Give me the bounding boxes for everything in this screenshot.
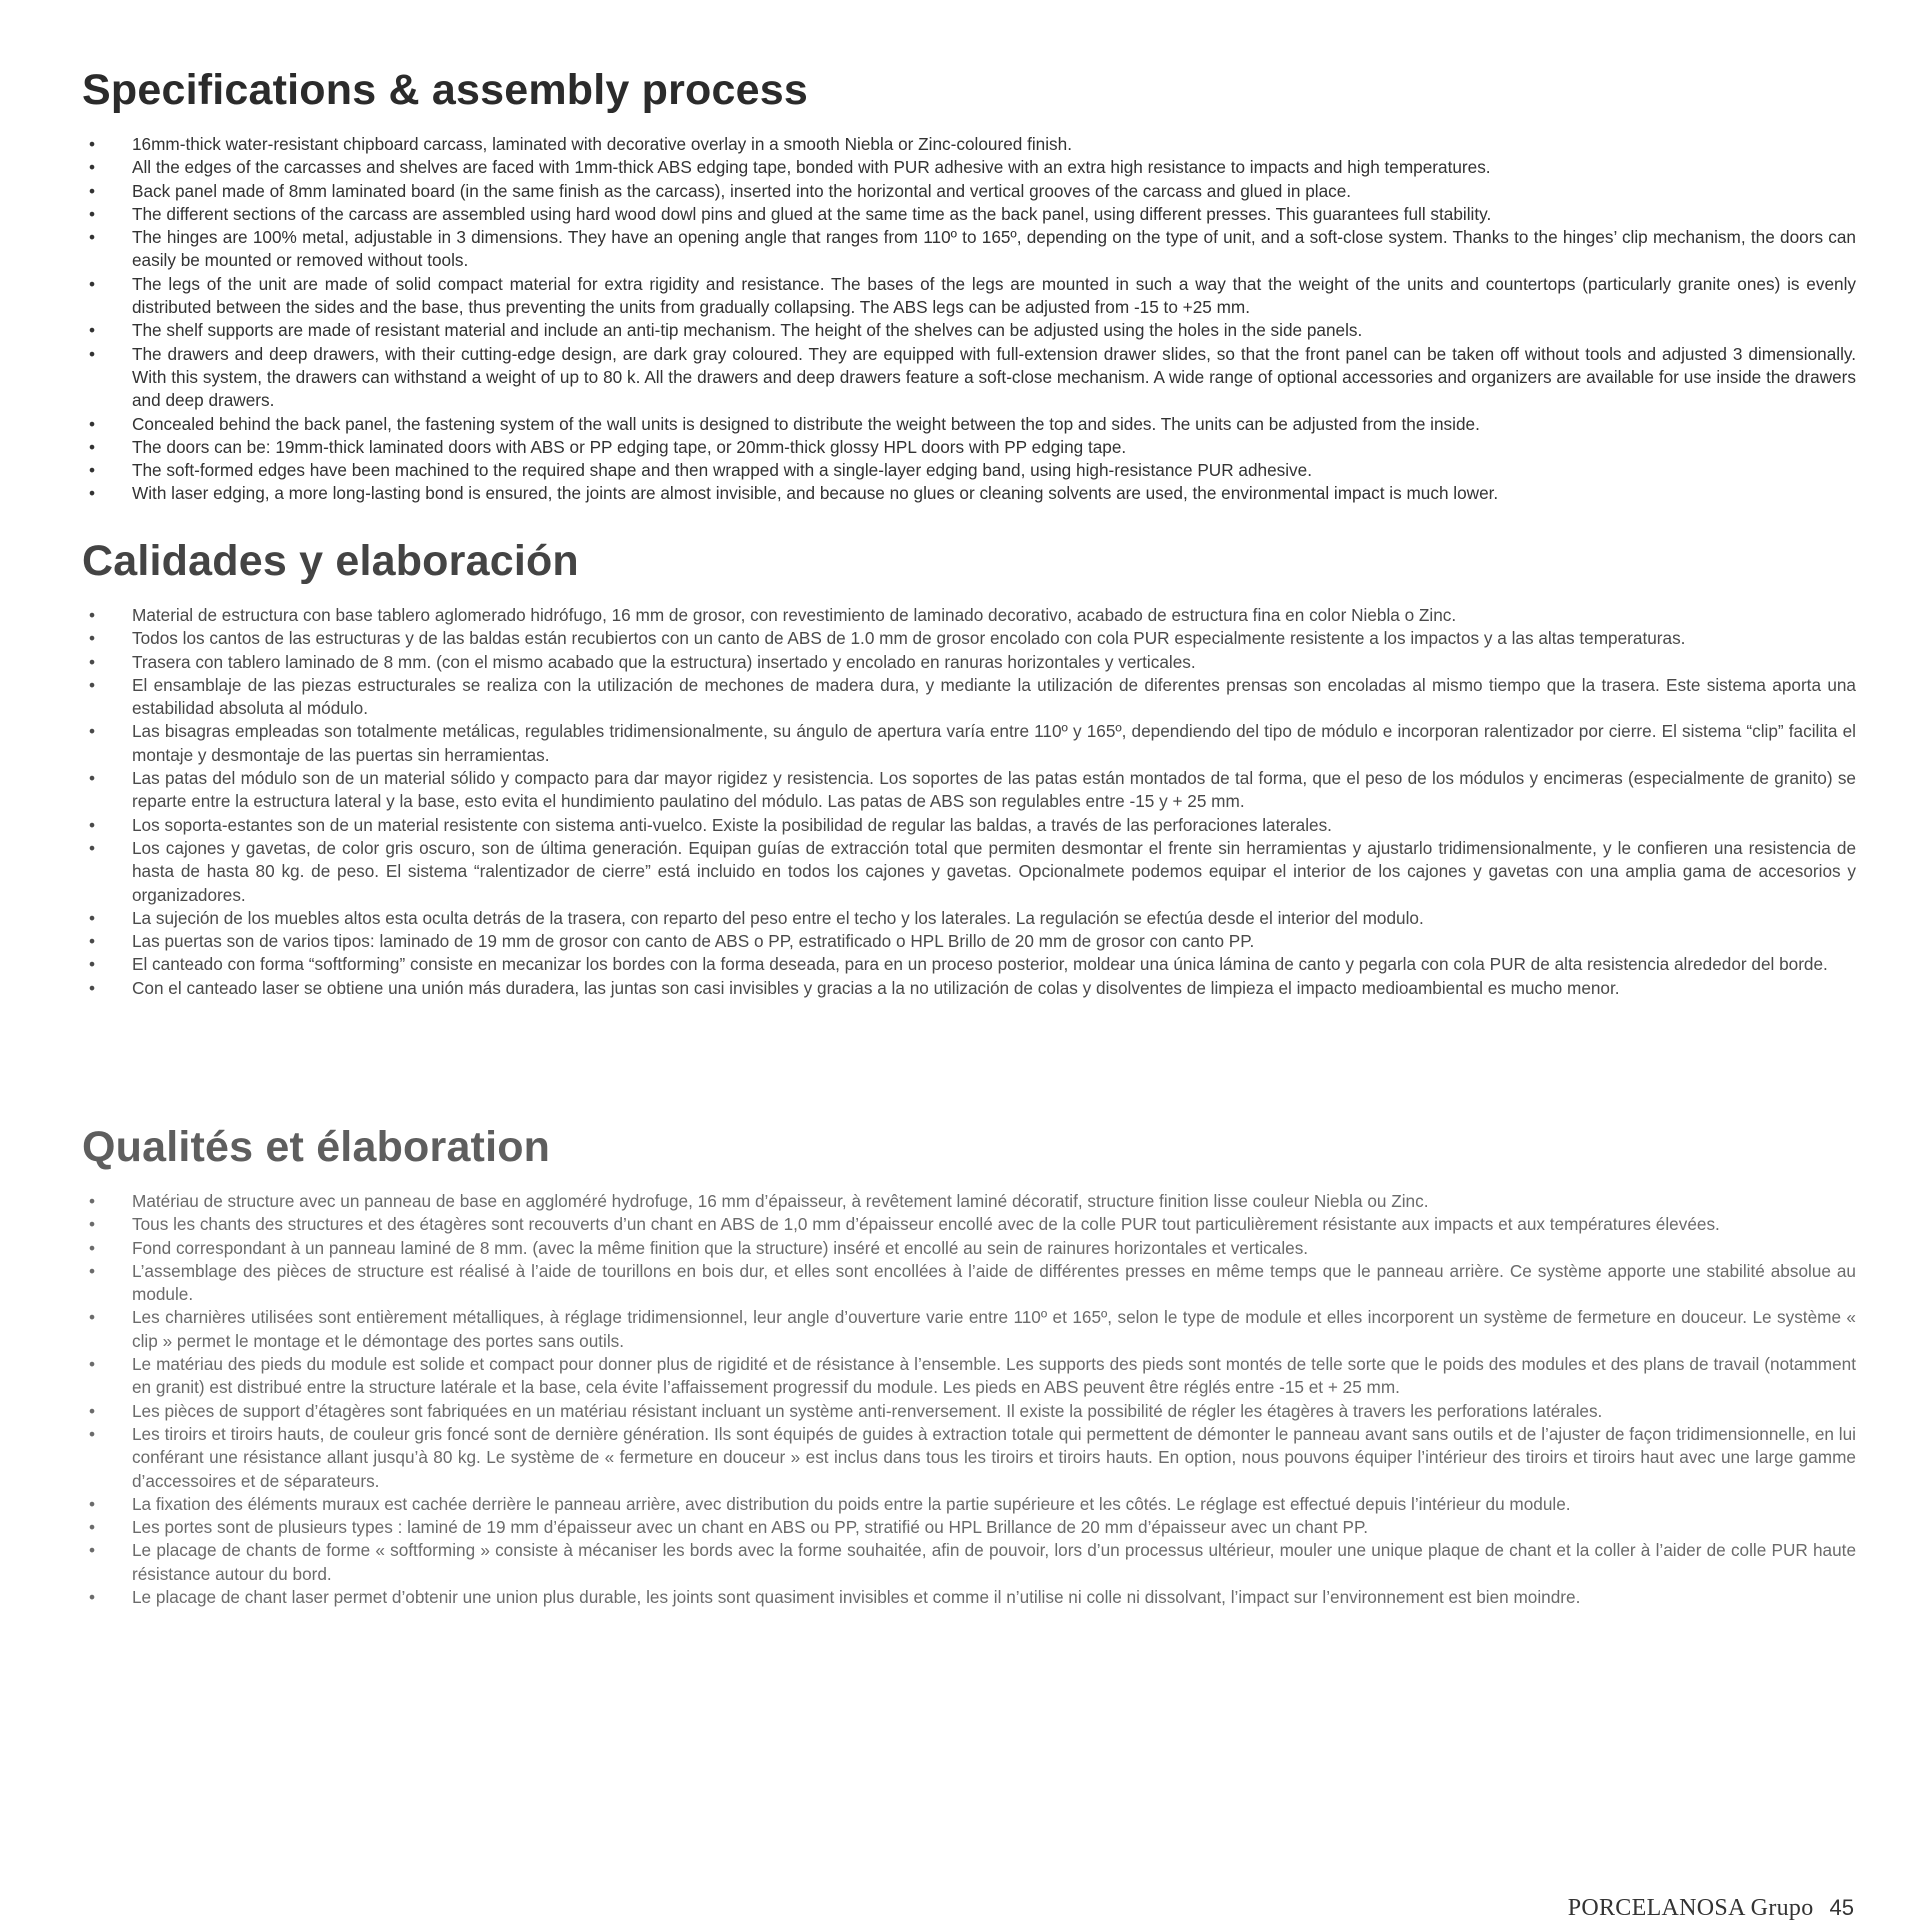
list-item-text: Las bisagras empleadas son totalmente metálicas, regulables tridimensionalmente, su ángulo de apertura varía entre 110º y 165º, dependiendo del tipo de módulo e incorporan ralentizador por cierre. El sistema “clip” facilita el montaje y desmontaje de las puertas sin herramientas. [132,721,1856,765]
list-item-text: Le matériau des pieds du module est solide et compact pour donner plus de rigidité et de résistance à l’ensemble. Les supports des pieds sont montés de telle sorte que le poids des modules et des plans de travail (notamment en granit) est distribué entre la structure latérale et la base, cela évite l’affaissement progressif du module. Les pieds en ABS peuvent être réglés entre -15 et + 25 mm. [132,1354,1856,1398]
section-title-calidades: Calidades y elaboración [82,537,579,585]
list-item-text: The hinges are 100% metal, adjustable in 3 dimensions. They have an opening angle that ranges from 110º to 165º, depending on the type of unit, and a soft-close system. Thanks to the hinges’ clip mechanism, the doors can easily be mounted or removed without tools. [132,227,1856,271]
list-item-text: 16mm-thick water-resistant chipboard carcass, laminated with decorative overlay in a smooth Niebla or Zinc-coloured finish. [132,134,1072,154]
list-item-text: All the edges of the carcasses and shelves are faced with 1mm-thick ABS edging tape, bonded with PUR adhesive with an extra high resistance to impacts and high temperatures. [132,157,1491,178]
bullet-icon: • [88,1354,96,1375]
list-item-text: Las puertas son de varios tipos: laminado de 19 mm de grosor con canto de ABS o PP, estratificado o HPL Brillo de 20 mm de grosor con canto PP. [132,931,1255,952]
list-item [82,1400,1856,1423]
bullet-icon: • [88,1493,96,1514]
bullet-icon: • [88,1191,96,1211]
list-item-text: Concealed behind the back panel, the fastening system of the wall units is designed to distribute the weight between the top and sides. The units can be adjusted from the inside. [132,413,1480,434]
list-item-text: El ensamblaje de las piezas estructurales se realiza con la utilización de mechones de madera dura, y mediante la utilización de diferentes prensas son encoladas al mismo tiempo que la trasera. Este sistema aporta una estabilidad absoluta al módulo. [132,674,1856,719]
bullet-icon: • [88,343,96,364]
list-item-text: The shelf supports are made of resistant material and include an anti-tip mechanism. The height of the shelves can be adjusted using the holes in the side panels. [132,320,1363,341]
list-item-text: The different sections of the carcass are assembled using hard wood dowl pins and glued at the same time as the back panel, using different presses. This guarantees full stability. [132,203,1492,224]
list-item [82,1213,1856,1236]
list-item [82,1190,1856,1213]
bullet-icon: • [88,436,96,457]
list-item-text: Todos los cantos de las estructuras y de las baldas están recubiertos con un canto de ABS de 1.0 mm de grosor encolado con cola PUR especialmente resistente a los impactos y a las altas temperaturas. [132,628,1686,649]
list-item-text: The drawers and deep drawers, with their cutting-edge design, are dark gray coloured. They are equipped with full-extension drawer slides, so that the front panel can be taken off without tools and adjusted 3 dimensionally. With this system, the drawers can withstand a weight of up to 80 k. All the drawers and deep drawers feature a soft-close mechanism. A wide range of optional accessories and organizers are available for use inside the drawers and deep drawers. [132,343,1856,411]
bullet-icon: • [88,721,96,742]
bullet-icon: • [88,954,96,975]
list-item [82,604,1856,627]
list-item [82,482,1856,505]
section-calidades [82,537,1856,1000]
list-item-text: Trasera con tablero laminado de 8 mm. (con el mismo acabado que la estructura) insertado y encolado en ranuras horizontales y verticales. [132,651,1196,672]
list-item [82,651,1856,674]
bullet-icon: • [88,1587,96,1608]
list-item [82,180,1856,203]
bullet-icon: • [88,1423,96,1444]
bullet-icon: • [88,1307,96,1328]
list-item-text: Le placage de chant laser permet d’obtenir une union plus durable, les joints sont quasiment invisibles et comme il n’utilise ni colle ni dissolvant, l’impact sur l’environnement est bien moindre. [132,1587,1581,1608]
bullet-icon: • [88,674,96,695]
bullet-icon: • [88,460,96,481]
list-item [82,814,1856,837]
list-item-text: Los cajones y gavetas, de color gris oscuro, son de última generación. Equipan guías de extracción total que permiten desmontar el frente sin herramientas y ajustarlo tridimensionalmente, y le confieren una resistencia de hasta de hasta 80 kg. de peso. El sistema “ralentizador de cierre” está incluido en todos los cajones y gavetas. Opcionalmete podemos equipar el interior de los cajones y gavetas con una amplia gama de accesorios y organizadores. [132,837,1856,905]
list-item [82,273,1856,320]
bullet-list-specifications [82,133,1856,506]
list-item-text: L’assemblage des pièces de structure est réalisé à l’aide de tourillons en bois dur, et elles sont encollées à l’aide de différentes presses en même temps que le panneau arrière. Ce système apporte une stabilité absolue au module. [132,1260,1856,1305]
list-item [82,319,1856,342]
bullet-icon: • [88,1400,96,1421]
bullet-icon: • [88,134,96,154]
list-item [82,1516,1856,1539]
bullet-icon: • [88,651,96,672]
bullet-icon: • [88,180,96,201]
brand-logo-text: PORCELANOSA Grupo [1567,1895,1814,1921]
list-item-text: La fixation des éléments muraux est cachée derrière le panneau arrière, avec distribution du poids entre la partie supérieure et les côtés. Le réglage est effectué depuis l’intérieur du module. [132,1493,1571,1514]
list-item [82,1539,1856,1586]
list-item [82,720,1856,767]
list-item [82,1306,1856,1353]
list-item [82,674,1856,721]
list-item [82,436,1856,459]
list-item-text: The legs of the unit are made of solid compact material for extra rigidity and resistance. The bases of the legs are mounted in such a way that the weight of the units and countertops (particularly granite ones) is evenly distributed between the sides and the base, thus preventing the units from gradually collapsing. The ABS legs can be adjusted from -15 to +25 mm. [132,273,1856,318]
list-item [82,953,1856,976]
bullet-icon: • [88,628,96,649]
page-number: 45 [1829,1895,1854,1920]
bullet-icon: • [88,273,96,294]
list-item [82,767,1856,814]
list-item-text: Le placage de chants de forme « softforming » consiste à mécaniser les bords avec la forme souhaitée, afin de pouvoir, lors d’un processus ultérieur, mouler une unique plaque de chant et la coller à l’aider de colle PUR haute résistance autour du bord. [132,1540,1856,1584]
bullet-icon: • [88,157,96,178]
list-item-text: Les tiroirs et tiroirs hauts, de couleur gris foncé sont de dernière génération. Ils sont équipés de guides à extraction totale qui permettent de démonter le panneau avant sans outils et de l’ajuster de façon tridimensionnelle, en lui conférant une résistance allant jusqu’à 80 kg. Le système de « fermeture en douceur » est inclus dans tous les tiroirs et tiroirs hauts. En option, nous pouvons équiper l’intérieur des tiroirs et tiroirs haut avec une large gamme d’accessoires et de séparateurs. [132,1423,1856,1491]
bullet-icon: • [88,837,96,858]
bullet-list-calidades [82,604,1856,1000]
bullet-icon: • [88,1214,96,1235]
bullet-icon: • [88,1540,96,1561]
bullet-icon: • [88,1237,96,1258]
bullet-icon: • [88,320,96,341]
list-item-text: Les portes sont de plusieurs types : laminé de 19 mm d’épaisseur avec un chant en ABS ou PP, stratifié ou HPL Brillance de 20 mm d’épaisseur avec un chant PP. [132,1517,1368,1538]
list-item [82,977,1856,1000]
list-item-text: Les pièces de support d’étagères sont fabriquées en un matériau résistant incluant un système anti-renversement. Il existe la possibilité de régler les étagères à travers les perforations latérales. [132,1400,1603,1421]
bullet-icon: • [88,203,96,224]
list-item [82,1493,1856,1516]
list-item [82,133,1856,156]
list-item [82,907,1856,930]
section-qualites [82,1123,1856,1609]
list-item [82,1423,1856,1493]
list-item [82,203,1856,226]
bullet-icon: • [88,483,96,504]
list-item-text: The doors can be: 19mm-thick laminated doors with ABS or PP edging tape, or 20mm-thick glossy HPL doors with PP edging tape. [132,436,1127,457]
bullet-icon: • [88,1260,96,1281]
list-item-text: Los soporta-estantes son de un material resistente con sistema anti-vuelco. Existe la posibilidad de regular las baldas, a través de las perforaciones laterales. [132,814,1332,835]
list-item [82,156,1856,179]
section-title-qualites: Qualités et élaboration [82,1123,551,1171]
list-item-text: El canteado con forma “softforming” consiste en mecanizar los bordes con la forma deseada, para en un proceso posterior, moldear una única lámina de canto y pegarla con cola PUR de alta resistencia alrededor del borde. [132,954,1828,975]
list-item-text: Tous les chants des structures et des étagères sont recouverts d’un chant en ABS de 1,0 mm d’épaisseur encollé avec de la colle PUR tout particulièrement résistante aux impacts et aux températures élevées. [132,1214,1720,1235]
list-item-text: Matériau de structure avec un panneau de base en aggloméré hydrofuge, 16 mm d’épaisseur, à revêtement laminé décoratif, structure finition lisse couleur Niebla ou Zinc. [132,1191,1429,1211]
list-item-text: La sujeción de los muebles altos esta oculta detrás de la trasera, con reparto del peso entre el techo y los laterales. La regulación se efectúa desde el interior del modulo. [132,907,1424,928]
list-item [82,413,1856,436]
list-item-text: Fond correspondant à un panneau laminé de 8 mm. (avec la même finition que la structure) inséré et encollé au sein de rainures horizontales et verticales. [132,1237,1309,1258]
list-item [82,837,1856,907]
bullet-icon: • [88,413,96,434]
list-item [82,1237,1856,1260]
bullet-icon: • [88,227,96,248]
list-item [82,930,1856,953]
bullet-icon: • [88,931,96,952]
page-footer [1568,1895,1854,1922]
list-item [82,1353,1856,1400]
section-specifications [82,66,1856,506]
bullet-icon: • [88,814,96,835]
list-item [82,627,1856,650]
list-item-text: The soft-formed edges have been machined to the required shape and then wrapped with a single-layer edging band, using high-resistance PUR adhesive. [132,460,1312,481]
bullet-icon: • [88,768,96,789]
list-item [82,226,1856,273]
list-item-text: Las patas del módulo son de un material sólido y compacto para dar mayor rigidez y resistencia. Los soportes de las patas están montados de tal forma, que el peso de los módulos y encimeras (especialmente de granito) se reparte entre la estructura lateral y la base, esto evita el hundimiento paulatino del módulo. Las patas de ABS son regulables entre -15 y + 25 mm. [132,768,1856,812]
list-item-text: With laser edging, a more long-lasting bond is ensured, the joints are almost invisible, and because no glues or cleaning solvents are used, the environmental impact is much lower. [132,483,1499,504]
list-item-text: Back panel made of 8mm laminated board (in the same finish as the carcass), inserted into the horizontal and vertical grooves of the carcass and glued in place. [132,180,1352,201]
list-item [82,1586,1856,1609]
bullet-list-qualites [82,1190,1856,1609]
bullet-icon: • [88,1517,96,1538]
list-item [82,1260,1856,1307]
list-item [82,459,1856,482]
bullet-icon: • [88,907,96,928]
section-title-specifications: Specifications & assembly process [82,66,808,114]
bullet-icon: • [88,977,96,998]
list-item [82,343,1856,413]
bullet-icon: • [88,605,96,625]
list-item-text: Material de estructura con base tablero aglomerado hidrófugo, 16 mm de grosor, con revestimiento de laminado decorativo, acabado de estructura fina en color Niebla o Zinc. [132,605,1457,625]
list-item-text: Con el canteado laser se obtiene una unión más duradera, las juntas son casi invisibles y gracias a la no utilización de colas y disolventes de limpieza el impacto medioambiental es mucho menor. [132,977,1620,998]
list-item-text: Les charnières utilisées sont entièrement métalliques, à réglage tridimensionnel, leur angle d’ouverture varie entre 110º et 165º, selon le type de module et elles incorporent un système de fermeture en douceur. Le système « clip » permet le montage et le démontage des portes sans outils. [132,1307,1856,1351]
